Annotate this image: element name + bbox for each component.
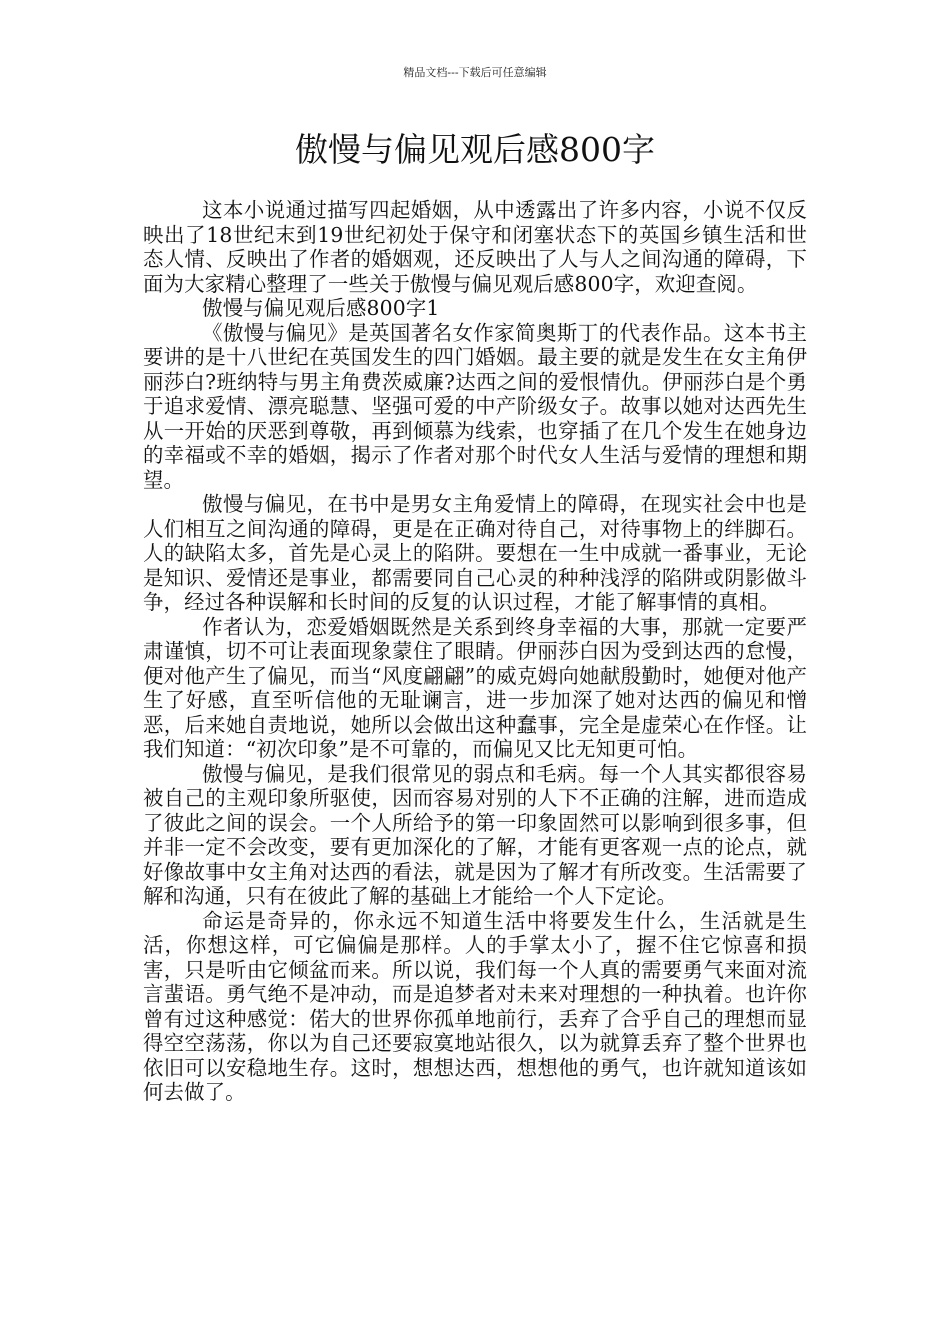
body-paragraph: 作者认为，恋爱婚姻既然是关系到终身幸福的大事，那就一定要严肃谨慎，切不可让表面现象蒙住了眼睛。伊丽莎白因为受到达西的怠慢，便对他产生了偏见，而当“风度翩翩”的威克姆向她献殷勤时，她便对他产生了好感，直至听信他的无耻谰言，进一步加深了她对达西的偏见和憎恶，后来她自责地说，她所以会做出这种蠢事，完全是虚荣心在作怪。让我们知道：“初次印象”是不可靠的，而偏见又比无知更可怕。: [143, 614, 807, 761]
section-heading: 傲慢与偏见观后感800字1: [202, 296, 440, 320]
body-paragraph: 《傲慢与偏见》是英国著名女作家简奥斯丁的代表作品。这本书主要讲的是十八世纪在英国发生的四门婚姻。最主要的就是发生在女主角伊丽莎白?班纳特与男主角费茨威廉?达西之间的爱恨情仇。伊丽莎白是个勇于追求爱情、漂亮聪慧、坚强可爱的中产阶级女子。故事以她对达西先生从一开始的厌恶到尊敬，再到倾慕为线索，也穿插了在几个发生在她身边的幸福或不幸的婚姻，揭示了作者对那个时代女人生活与爱情的理想和期望。: [143, 320, 807, 492]
body-paragraph: 傲慢与偏见，在书中是男女主角爱情上的障碍，在现实社会中也是人们相互之间沟通的障碍，更是在正确对待自己，对待事物上的绊脚石。人的缺陷太多，首先是心灵上的陷阱。要想在一生中成就一番事业，无论是知识、爱情还是事业，都需要同自己心灵的种种浅浮的陷阱或阴影做斗争，经过各种误解和长时间的反复的认识过程，才能了解事情的真相。: [143, 492, 807, 614]
document-body: [143, 198, 807, 1105]
intro-paragraph: 这本小说通过描写四起婚姻，从中透露出了许多内容，小说不仅反映出了18世纪末到19世纪初处于保守和闭塞状态下的英国乡镇生活和世态人情、反映出了作者的婚姻观，还反映出了人与人之间沟通的障碍，下面为大家精心整理了一些关于傲慢与偏见观后感800字，欢迎查阅。: [143, 198, 807, 296]
header-note: 精品文档---下载后可任意编辑: [403, 66, 547, 79]
document-title: 傲慢与偏见观后感800字: [295, 130, 655, 169]
body-paragraph: 命运是奇异的，你永远不知道生活中将要发生什么，生活就是生活，你想这样，可它偏偏是那样。人的手掌太小了，握不住它惊喜和损害，只是听由它倾盆而来。所以说，我们每一个人真的需要勇气来面对流言蜚语。勇气绝不是冲动，而是追梦者对未来对理想的一种执着。也许你曾有过这种感觉：偌大的世界你孤单地前行，丢弃了合乎自己的理想而显得空空荡荡，你以为自己还要寂寞地站很久，以为就算丢弃了整个世界也依旧可以安稳地生存。这时，想想达西，想想他的勇气，也许就知道该如何去做了。: [143, 908, 807, 1104]
body-paragraph: 傲慢与偏见，是我们很常见的弱点和毛病。每一个人其实都很容易被自己的主观印象所驱使，因而容易对别的人下不正确的注解，进而造成了彼此之间的误会。一个人所给予的第一印象固然可以影响到很多事，但并非一定不会改变，要有更加深化的了解，才能有更客观一点的论点，就好像故事中女主角对达西的看法，就是因为了解才有所改变。生活需要了解和沟通，只有在彼此了解的基础上才能给一个人下定论。: [143, 761, 807, 908]
